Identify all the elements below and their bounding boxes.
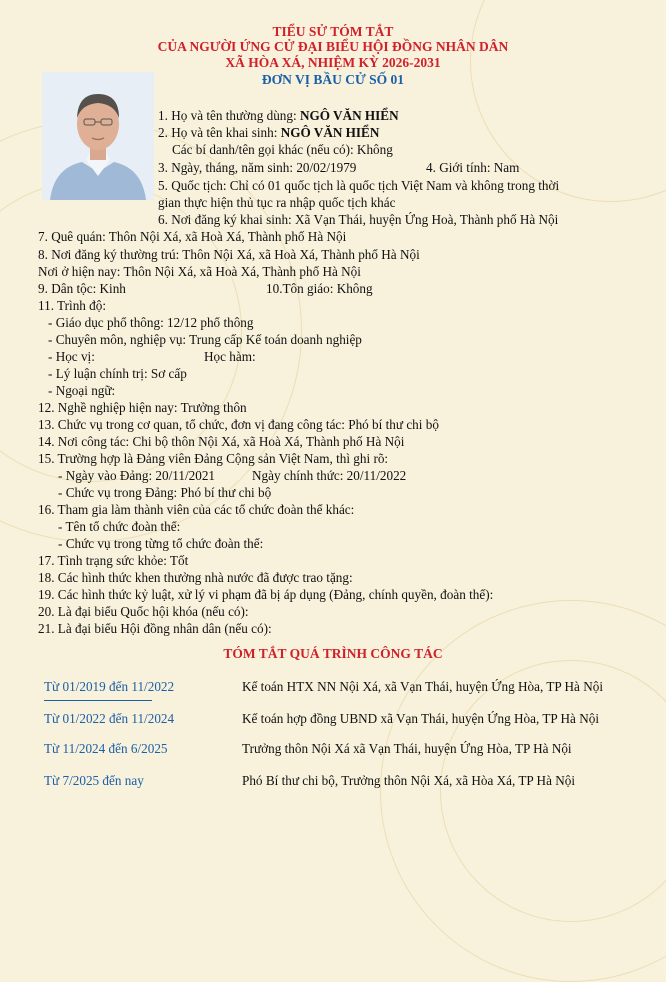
- organization-name: - Tên tổ chức đoàn thể:: [58, 519, 181, 534]
- doc-title: TIỂU SỬ TÓM TẮT: [272, 24, 394, 39]
- work-history-title: TÓM TẮT QUÁ TRÌNH CÔNG TÁC: [223, 646, 443, 661]
- council-line: 21. Là đại biểu Hội đồng nhân dân (nếu có):: [38, 621, 272, 636]
- full-name-value: NGÔ VĂN HIỂN: [299, 108, 399, 123]
- party-join-date: - Ngày vào Đảng: 20/11/2021: [58, 468, 216, 483]
- alias-line: Các bí danh/tên gọi khác (nếu có): Không: [172, 142, 393, 157]
- party-official-date: Ngày chính thức: 20/11/2022: [252, 468, 407, 483]
- awards-line: 18. Các hình thức khen thưởng nhà nước đã được trao tặng:: [38, 570, 353, 585]
- degree-line: - Học vị:: [48, 349, 95, 364]
- religion-line: 10.Tôn giáo: Không: [266, 281, 373, 296]
- work-description: Phó Bí thư chi bộ, Trưởng thôn Nội Xá, xã Hòa Xá, TP Hà Nội: [242, 773, 576, 788]
- work-row: [44, 711, 664, 729]
- full-name-line: 1. Họ và tên thường dùng: NGÔ VĂN HIỂN: [158, 108, 399, 123]
- party-heading: 15. Trường hợp là Đảng viên Đảng Cộng sản Việt Nam, thì ghi rõ:: [38, 451, 389, 466]
- work-period: Từ 01/2019 đến 11/2022: [44, 679, 175, 694]
- health-line: 17. Tình trạng sức khỏe: Tốt: [38, 553, 189, 568]
- current-address-line: Nơi ở hiện nay: Thôn Nội Xá, xã Hoà Xá, Thành phố Hà Nội: [38, 264, 361, 279]
- candidate-portrait: [42, 72, 154, 200]
- work-period: Từ 01/2022 đến 11/2024: [44, 711, 175, 726]
- foreign-language-line: - Ngoại ngữ:: [48, 383, 116, 398]
- position-line: 13. Chức vụ trong cơ quan, tổ chức, đơn vị đang công tác: Phó bí thư chi bộ: [38, 417, 439, 432]
- organization-position: - Chức vụ trong từng tổ chức đoàn thể:: [58, 536, 264, 551]
- work-row: [44, 679, 664, 697]
- work-period: Từ 11/2024 đến 6/2025: [44, 741, 168, 756]
- party-position: - Chức vụ trong Đảng: Phó bí thư chi bộ: [58, 485, 272, 500]
- organizations-heading: 16. Tham gia làm thành viên của các tổ chức đoàn thể khác:: [38, 502, 355, 517]
- work-description: Trưởng thôn Nội Xá xã Vạn Thái, huyện Ứng Hòa, TP Hà Nội: [242, 741, 572, 756]
- work-period: Từ 7/2025 đến nay: [44, 773, 144, 788]
- discipline-line: 19. Các hình thức kỷ luật, xử lý vi phạm đã bị áp dụng (Đảng, chính quyền, đoàn thể):: [38, 587, 494, 602]
- occupation-line: 12. Nghề nghiệp hiện nay: Trưởng thôn: [38, 400, 247, 415]
- professional-line: - Chuyên môn, nghiệp vụ: Trung cấp Kế toán doanh nghiệp: [48, 332, 362, 347]
- gender-line: 4. Giới tính: Nam: [426, 160, 520, 175]
- political-theory-line: - Lý luận chính trị: Sơ cấp: [48, 366, 187, 381]
- workplace-line: 14. Nơi công tác: Chi bộ thôn Nội Xá, xã Hoà Xá, Thành phố Hà Nội: [38, 434, 405, 449]
- nationality-line-cont: gian thực hiện thủ tục ra nhập quốc tịch khác: [158, 195, 396, 210]
- nationality-line: 5. Quốc tịch: Chỉ có 01 quốc tịch là quốc tịch Việt Nam và không trong thời: [158, 178, 560, 193]
- divider: [44, 700, 152, 701]
- hometown-line: 7. Quê quán: Thôn Nội Xá, xã Hoà Xá, Thành phố Hà Nội: [38, 229, 347, 244]
- electoral-unit: ĐƠN VỊ BẦU CỬ SỐ 01: [261, 72, 405, 87]
- education-heading: 11. Trình độ:: [38, 298, 107, 313]
- residence-line: 8. Nơi đăng ký thường trú: Thôn Nội Xá, xã Hoà Xá, Thành phố Hà Nội: [38, 247, 420, 262]
- work-description: Kế toán hợp đồng UBND xã Vạn Thái, huyện Ứng Hòa, TP Hà Nội: [242, 711, 599, 726]
- national-assembly-line: 20. Là đại biểu Quốc hội khóa (nếu có):: [38, 604, 249, 619]
- doc-term: XÃ HÒA XÁ, NHIỆM KỲ 2026-2031: [225, 55, 441, 70]
- work-description: Kế toán HTX NN Nội Xá, xã Vạn Thái, huyện Ứng Hòa, TP Hà Nội: [242, 679, 603, 694]
- general-education-line: - Giáo dục phổ thông: 12/12 phổ thông: [48, 315, 254, 330]
- academic-title-line: Học hàm:: [204, 349, 256, 364]
- birth-name-line: 2. Họ và tên khai sinh: NGÔ VĂN HIỂN: [158, 125, 380, 140]
- work-row: [44, 773, 664, 791]
- ethnicity-line: 9. Dân tộc: Kinh: [38, 281, 126, 296]
- birth-name-value: NGÔ VĂN HIỂN: [280, 125, 380, 140]
- work-row: [44, 741, 664, 759]
- birth-date-line: 3. Ngày, tháng, năm sinh: 20/02/1979: [158, 160, 357, 175]
- doc-subtitle: CỦA NGƯỜI ỨNG CỬ ĐẠI BIỂU HỘI ĐỒNG NHÂN DÂN: [157, 39, 509, 54]
- birth-registration-line: 6. Nơi đăng ký khai sinh: Xã Vạn Thái, huyện Ứng Hoà, Thành phố Hà Nội: [158, 212, 559, 227]
